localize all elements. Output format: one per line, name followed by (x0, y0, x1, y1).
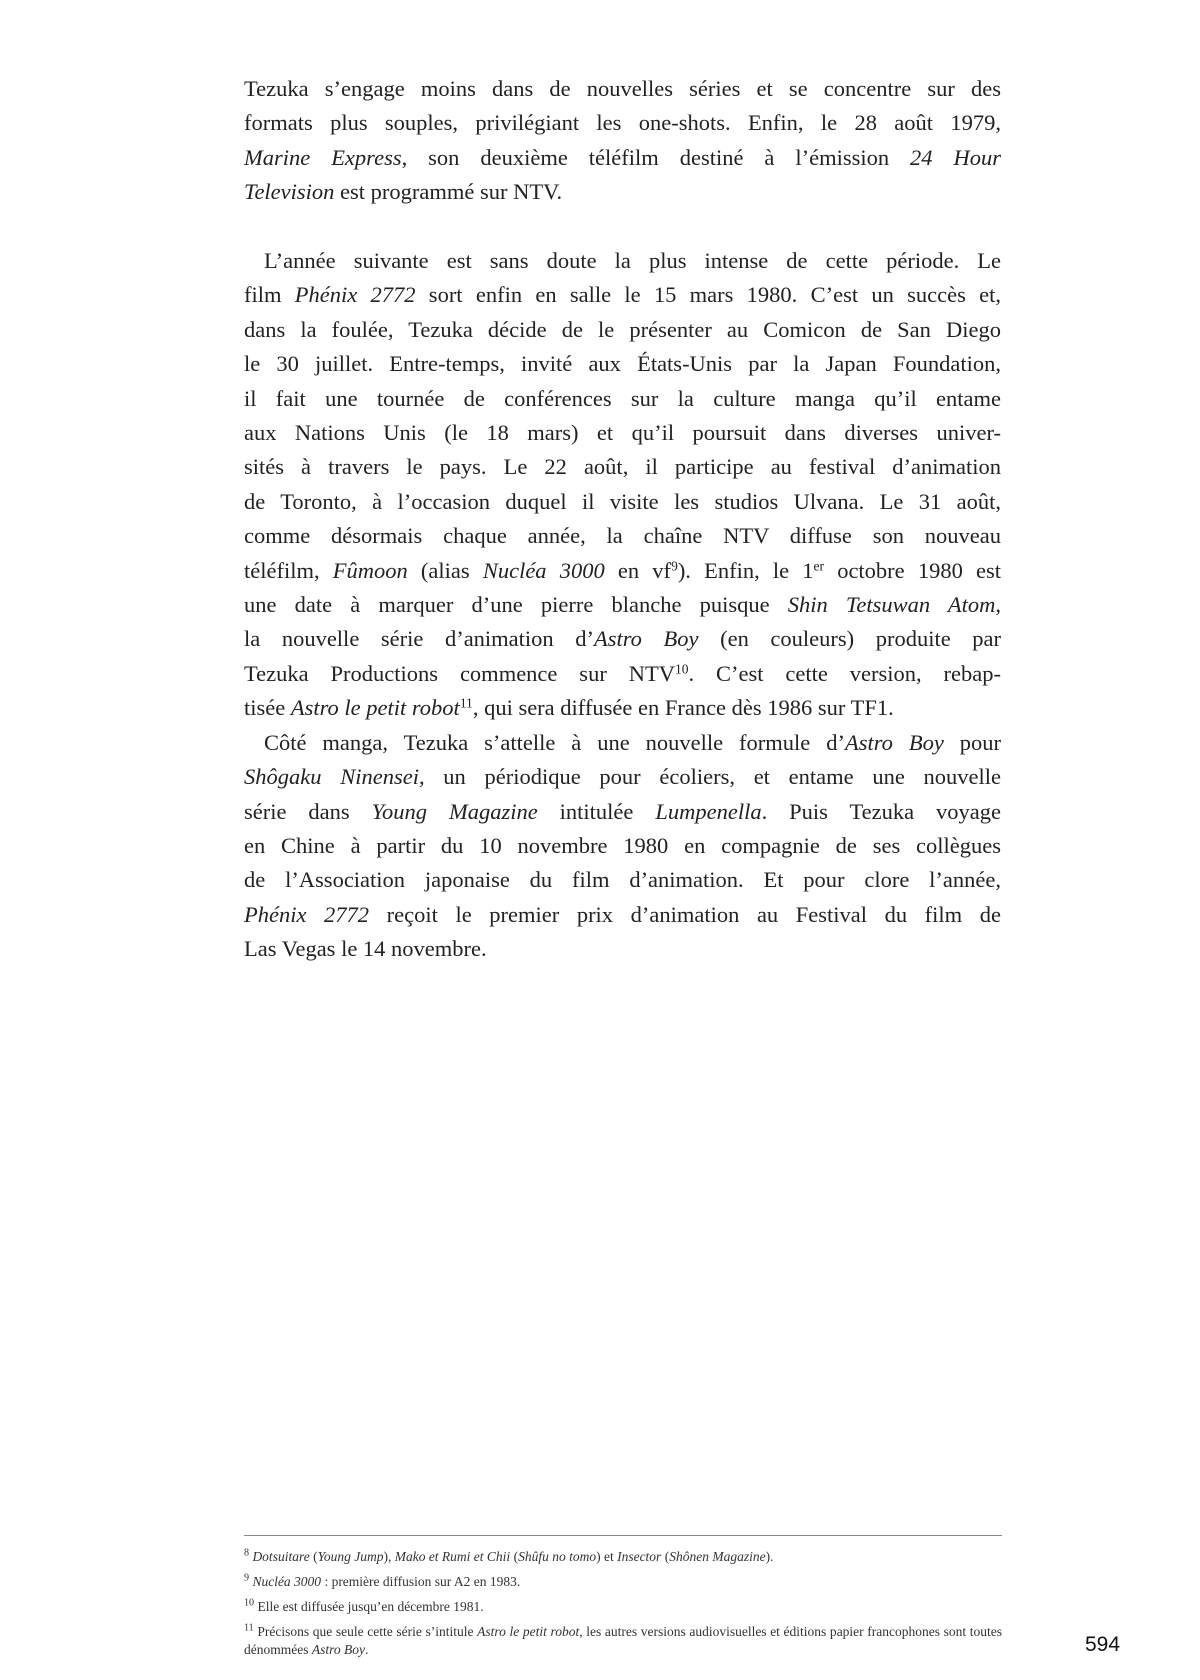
text-run: (en couleurs) produite par (698, 626, 1002, 652)
footnote-ref: er (813, 558, 825, 574)
text-run: , un périodique pour écoliers, et entame une nouvelle (418, 764, 1001, 790)
footnote-ref: 10 (674, 661, 689, 677)
footnote (244, 1598, 1002, 1616)
italic-text: Phénix 2772 (244, 901, 370, 927)
text-line (244, 141, 1001, 175)
italic-text: Nucléa 3000 (252, 1574, 322, 1589)
text-line (244, 175, 1001, 209)
footnotes (244, 1548, 1002, 1666)
text-run: sités à travers le pays. Le 22 août, il participe au festival d’animation (244, 454, 1001, 480)
paragraph-gap (244, 210, 1001, 244)
italic-text: Young Jump (317, 1549, 384, 1564)
text-run: tisée (244, 695, 291, 721)
italic-text: Astro le petit robot (290, 695, 460, 721)
text-line (244, 72, 1001, 106)
text-run: Précisons que seule cette série s’intitule (257, 1624, 478, 1639)
text-run: . Puis Tezuka voyage (761, 798, 1001, 824)
footnote-number: 9 (244, 1572, 250, 1584)
text-run: , (995, 592, 1001, 618)
text-line (244, 932, 1001, 966)
italic-text: Young Magazine (371, 798, 538, 824)
text-run: reçoit le premier prix d’animation au Festival du film de (369, 901, 1001, 927)
text-run: téléfilm, (244, 557, 333, 583)
text-run: ), (383, 1549, 395, 1564)
text-run: octobre 1980 est (824, 557, 1001, 583)
text-line (244, 554, 1001, 588)
footnote (244, 1623, 1002, 1659)
italic-text: Astro Boy (594, 626, 699, 652)
footnote-ref: 11 (459, 695, 473, 711)
text-run: il fait une tournée de conférences sur la culture manga qu’il entame (244, 385, 1001, 411)
footnote-ref: 9 (671, 558, 678, 574)
paragraph (244, 72, 1001, 210)
text-run: Las Vegas le 14 novembre. (244, 936, 487, 962)
paragraph (244, 244, 1001, 726)
italic-text: 24 Hour (910, 144, 1002, 170)
footnote-number: 10 (244, 1597, 255, 1609)
text-line (244, 519, 1001, 553)
page-number: 594 (1085, 1633, 1121, 1656)
text-run: Elle est diffusée jusqu’en décembre 1981. (257, 1599, 484, 1614)
text-line (244, 691, 1001, 725)
text-run: la nouvelle série d’animation d’ (244, 626, 594, 652)
text-run: de l’Association japonaise du film d’animation. Et pour clore l’année, (244, 867, 1001, 893)
text-run: , les autres versions audiovisuelles et éditions papier francophones sont toutes dénommées (244, 1624, 1003, 1657)
text-run: ( (661, 1549, 670, 1564)
text-line (244, 726, 1001, 760)
text-line (244, 657, 1001, 691)
text-run: L’année suivante est sans doute la plus intense de cette période. Le (264, 248, 1001, 274)
text-line (244, 450, 1001, 484)
text-run: est programmé sur NTV. (334, 179, 563, 205)
italic-text: Shûfu no tomo (518, 1549, 597, 1564)
text-run: ( (309, 1549, 318, 1564)
italic-text: Fûmoon (332, 557, 408, 583)
footnote-divider (244, 1535, 1002, 1536)
text-line (244, 347, 1001, 381)
italic-text: Astro Boy (844, 729, 944, 755)
text-run: le 30 juillet. Entre-temps, invité aux États-Unis par la Japan Foundation, (244, 351, 1001, 377)
text-run: en Chine à partir du 10 novembre 1980 en compagnie de ses collègues (244, 832, 1001, 858)
footnote-number: 11 (244, 1622, 254, 1634)
text-run: . (364, 1642, 369, 1657)
text-run: comme désormais chaque année, la chaîne NTV diffuse son nouveau (244, 523, 1001, 549)
text-line (244, 622, 1001, 656)
italic-text: Shin Tetsuwan Atom (787, 592, 996, 618)
text-line (244, 313, 1001, 347)
text-line (244, 588, 1001, 622)
text-run: , son deuxième téléfilm destiné à l’émission (401, 144, 911, 170)
text-line (244, 760, 1001, 794)
text-run: ( (510, 1549, 519, 1564)
text-run: . C’est cette version, rebap- (688, 660, 1002, 686)
italic-text: Dotsuitare (252, 1549, 310, 1564)
italic-text: Television (244, 179, 335, 205)
italic-text: Lumpenella (655, 798, 762, 824)
text-run: série dans (244, 798, 372, 824)
italic-text: Shôgaku Ninensei (244, 764, 419, 790)
text-line (244, 829, 1001, 863)
text-line (244, 416, 1001, 450)
text-run: film (244, 282, 295, 308)
footnote (244, 1573, 1002, 1591)
text-line (244, 485, 1001, 519)
text-run: ). (765, 1549, 774, 1564)
text-line (244, 106, 1001, 140)
italic-text: Mako et Rumi et Chii (394, 1549, 511, 1564)
text-line (244, 244, 1001, 278)
text-run: dans la foulée, Tezuka décide de le présenter au Comicon de San Diego (244, 316, 1001, 342)
italic-text: Astro le petit robot (477, 1624, 580, 1639)
text-line (244, 795, 1001, 829)
text-run: une date à marquer d’une pierre blanche puisque (244, 592, 788, 618)
italic-text: Insector (617, 1549, 662, 1564)
italic-text: Phénix 2772 (294, 282, 416, 308)
text-line (244, 278, 1001, 312)
text-run: Tezuka s’engage moins dans de nouvelles séries et se concentre sur des (244, 76, 1001, 101)
text-run: (alias (407, 557, 483, 583)
text-run: de Toronto, à l’occasion duquel il visite les studios Ulvana. Le 31 août, (244, 488, 1001, 514)
text-line (244, 863, 1001, 897)
text-run: : première diffusion sur A2 en 1983. (321, 1574, 521, 1589)
paragraph (244, 726, 1001, 967)
italic-text: Astro Boy (311, 1642, 365, 1657)
text-run: pour (943, 729, 1001, 755)
text-line (244, 898, 1001, 932)
text-run: intitulée (537, 798, 656, 824)
text-run: , qui sera diffusée en France dès 1986 sur TF1. (472, 695, 894, 721)
text-run: aux Nations Unis (le 18 mars) et qu’il poursuit dans diverses univer- (244, 420, 1001, 446)
italic-text: Marine Express (244, 144, 402, 170)
footnote-number: 8 (244, 1547, 250, 1559)
text-run: ). Enfin, le 1 (677, 557, 814, 583)
body-text (244, 72, 1001, 967)
text-run: sort enfin en salle le 15 mars 1980. C’est un succès et, (415, 282, 1001, 308)
footnote (244, 1548, 1002, 1566)
text-line (244, 382, 1001, 416)
text-run: Côté manga, Tezuka s’attelle à une nouvelle formule d’ (264, 729, 845, 755)
italic-text: Nucléa 3000 (482, 557, 605, 583)
text-run: formats plus souples, privilégiant les one-shots. Enfin, le 28 août 1979, (244, 110, 1001, 136)
text-run: ) et (596, 1549, 618, 1564)
text-run: Tezuka Productions commence sur NTV (244, 660, 675, 686)
italic-text: Shônen Magazine (669, 1549, 766, 1564)
text-run: en vf (604, 557, 672, 583)
